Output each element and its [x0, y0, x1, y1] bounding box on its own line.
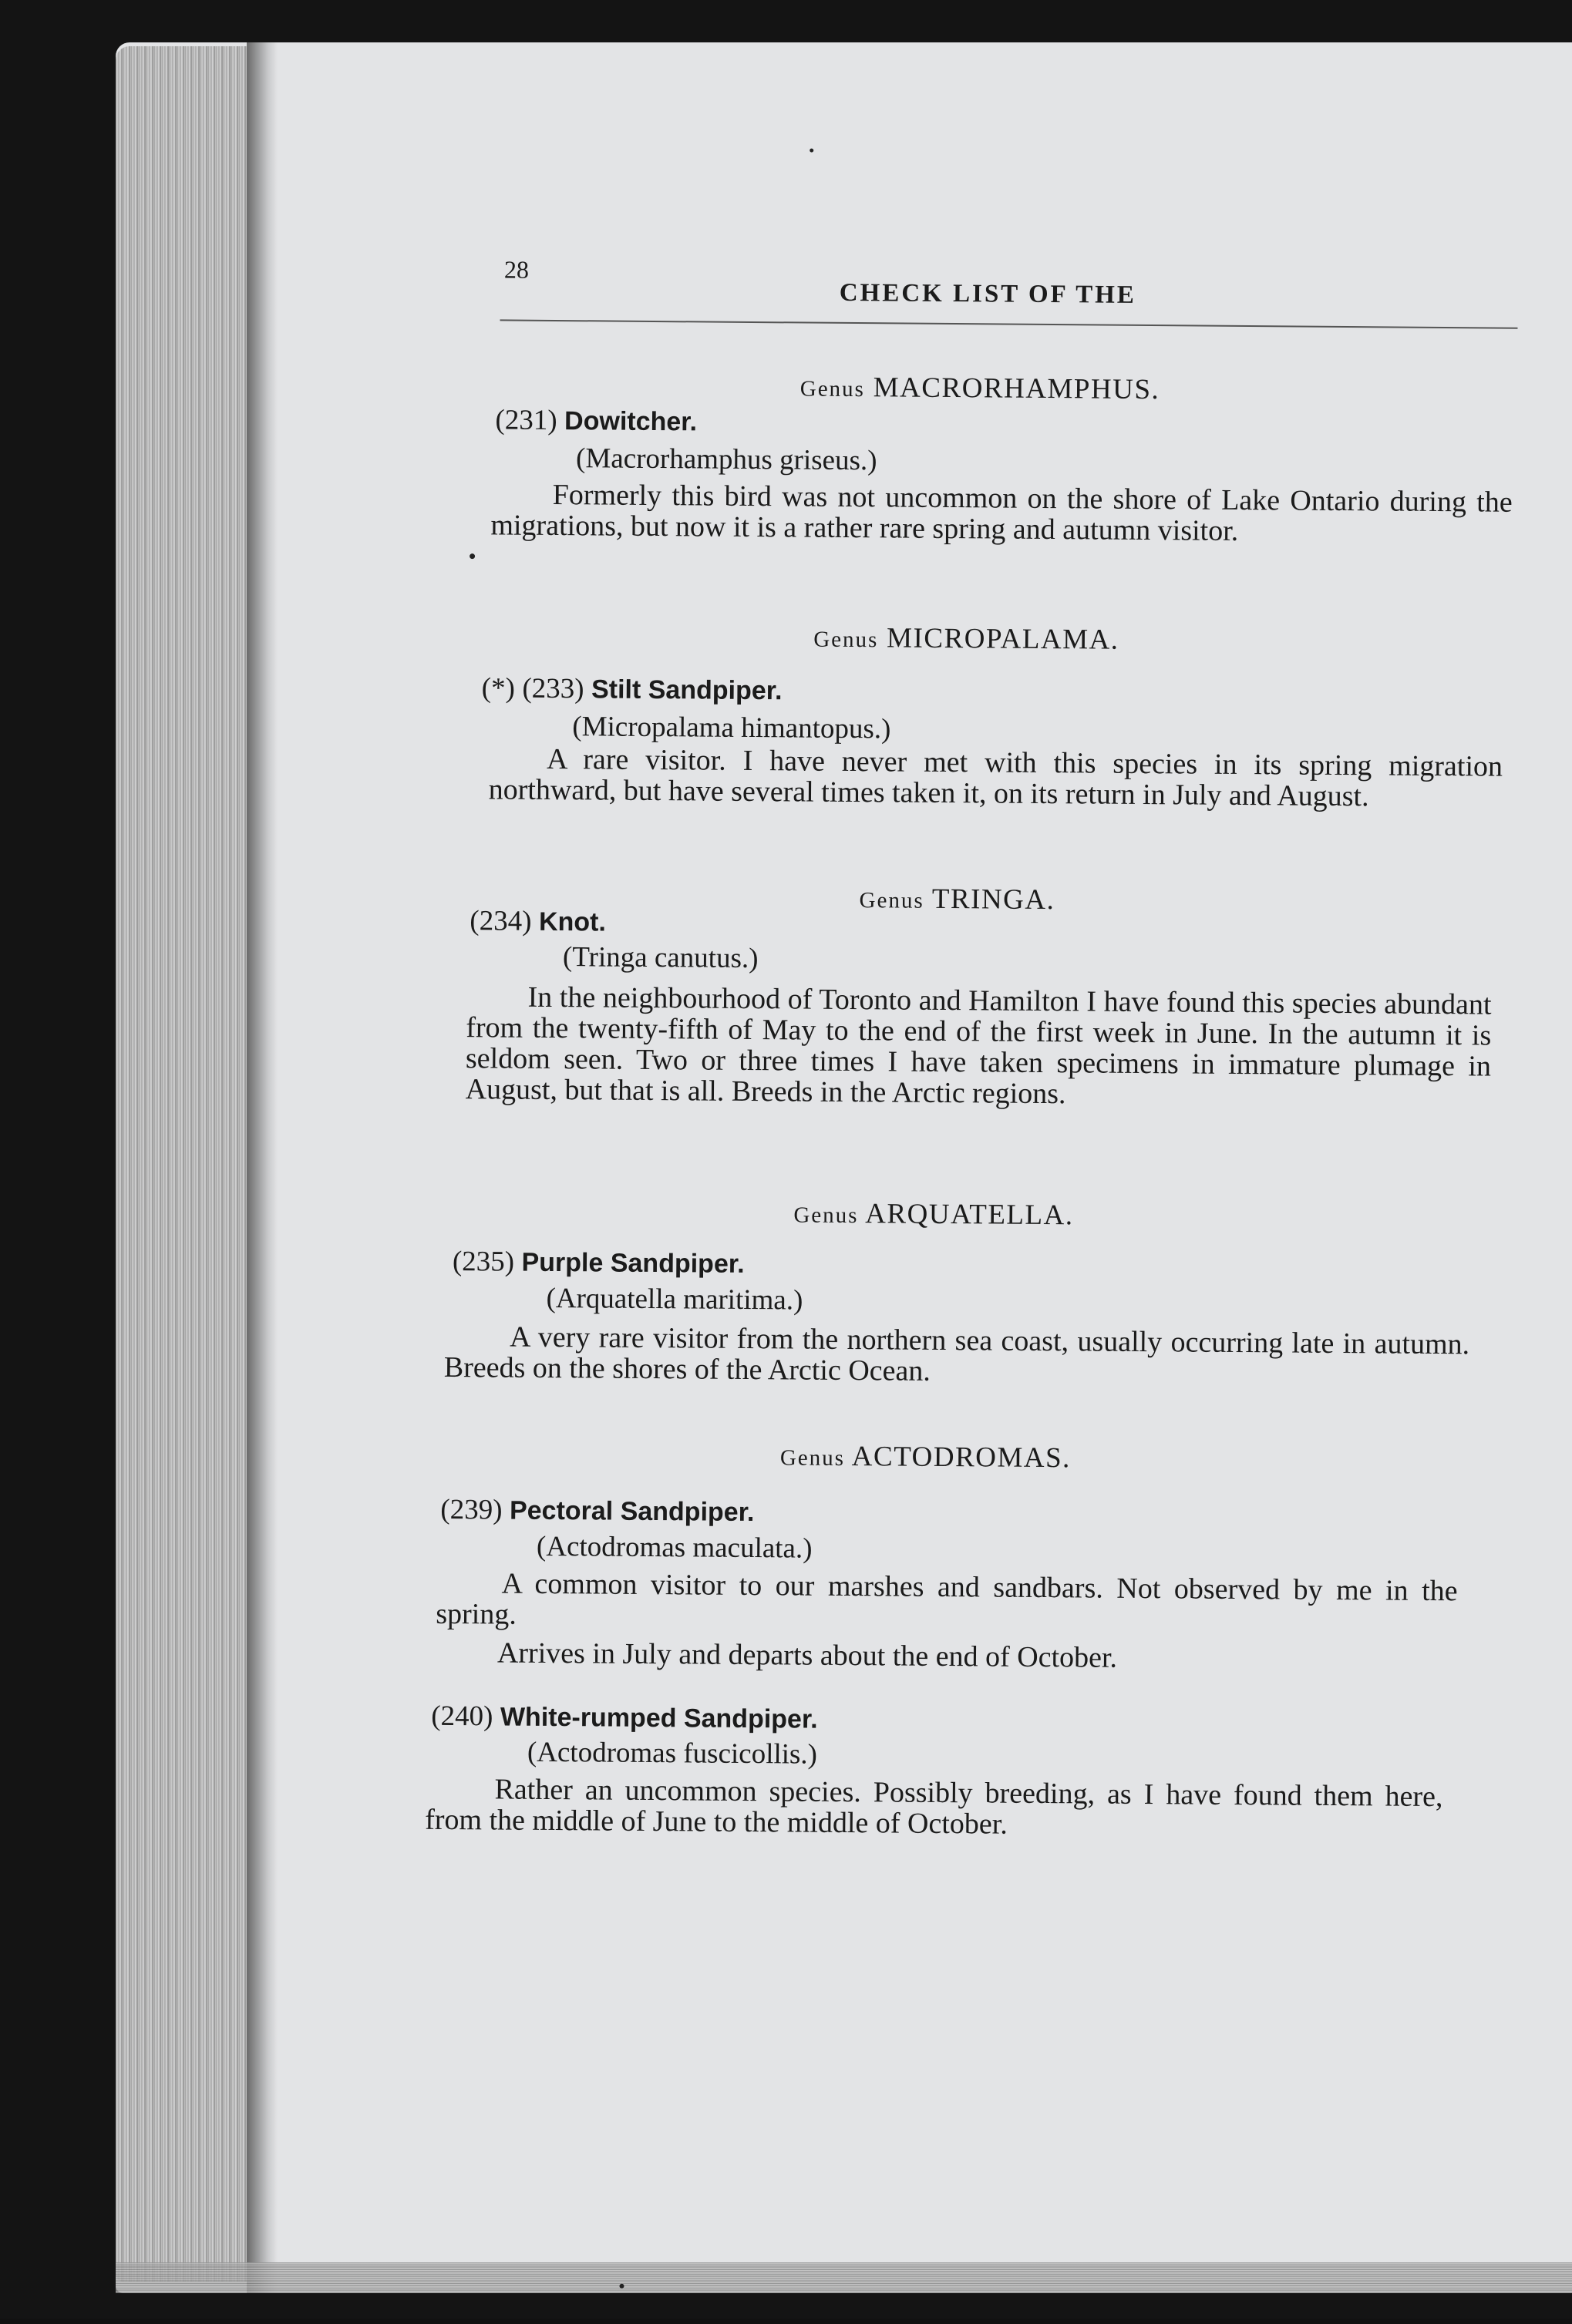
ink-speck — [619, 2284, 624, 2289]
species-description: Rather an uncommon species. Possibly breeding, as I have found them here, from the middle of June to the middle of October. — [425, 1773, 1443, 1841]
genus-name: ARQUATELLA. — [865, 1198, 1074, 1232]
species-number: (234) — [470, 905, 532, 937]
header-rule — [500, 319, 1517, 328]
genus-label: Genus — [813, 627, 879, 653]
genus-heading — [780, 1441, 1071, 1475]
species-number: (231) — [495, 404, 557, 437]
species-heading — [495, 404, 697, 437]
species-heading — [431, 1700, 818, 1735]
species-binomial: (Arquatella maritima.) — [546, 1282, 803, 1317]
species-binomial: (Macrorhamphus griseus.) — [575, 442, 877, 477]
genus-label: Genus — [859, 888, 924, 913]
ink-speck — [810, 149, 813, 153]
genus-name: MACRORHAMPHUS. — [873, 372, 1160, 406]
genus-name: ACTODROMAS. — [851, 1441, 1072, 1475]
genus-name: TRINGA. — [931, 883, 1055, 916]
ink-speck — [470, 553, 475, 559]
species-description: A rare visitor. I have never met with this species in its spring migration northward, but have several times taken it, on its return in July and August. — [488, 742, 1503, 813]
genus-name: MICROPALAMA. — [886, 622, 1119, 656]
species-binomial: (Actodromas maculata.) — [536, 1530, 813, 1565]
species-heading — [482, 672, 783, 706]
species-common-name: White-rumped Sandpiper. — [500, 1702, 818, 1734]
page-number: 28 — [503, 255, 530, 284]
genus-heading — [793, 1198, 1073, 1233]
species-common-name: Pectoral Sandpiper. — [509, 1495, 755, 1528]
species-number: (239) — [440, 1493, 503, 1526]
species-number: (240) — [431, 1700, 493, 1733]
running-head: CHECK LIST OF THE — [839, 278, 1137, 309]
genus-heading — [800, 372, 1160, 407]
genus-label: Genus — [799, 376, 866, 402]
genus-label: Genus — [793, 1202, 859, 1229]
species-description-continued: Arrives in July and departs about the end of October. — [497, 1636, 1118, 1674]
species-heading — [470, 905, 606, 937]
species-number: (233) — [522, 672, 584, 705]
species-marker: (*) — [481, 672, 516, 705]
species-binomial: (Tringa canutus.) — [562, 941, 759, 975]
species-common-name: Purple Sandpiper. — [521, 1247, 745, 1279]
species-common-name: Dowitcher. — [564, 406, 698, 437]
species-binomial: (Micropalama himantopus.) — [572, 711, 891, 745]
genus-heading — [859, 883, 1055, 917]
species-description: Formerly this bird was not uncommon on the shore of Lake Ontario during the migrations, but now it is a rather rare spring and autumn visitor. — [490, 478, 1513, 547]
species-heading — [440, 1494, 754, 1528]
species-description: A common visitor to our marshes and sandbars. Not observed by me in the spring. — [436, 1567, 1458, 1631]
genus-heading — [813, 623, 1119, 658]
species-heading — [453, 1246, 745, 1280]
species-common-name: Knot. — [538, 906, 607, 937]
genus-label: Genus — [779, 1445, 846, 1471]
species-number: (235) — [452, 1245, 515, 1278]
species-description: In the neighbourhood of Toronto and Hamilton I have found this species abundant from the twenty-fifth of May to the end of the first week in June. In the autumn it is seldom seen. Two or three times I have taken specimens in immature plumage in August, but that is all. Breeds in the Arctic regions. — [465, 980, 1492, 1111]
species-binomial: (Actodromas fuscicollis.) — [527, 1736, 818, 1771]
species-description: A very rare visitor from the northern sea coast, usually occurring late in autumn. Breeds on the shores of the Arctic Ocean. — [443, 1320, 1470, 1387]
species-common-name: Stilt Sandpiper. — [591, 674, 783, 706]
